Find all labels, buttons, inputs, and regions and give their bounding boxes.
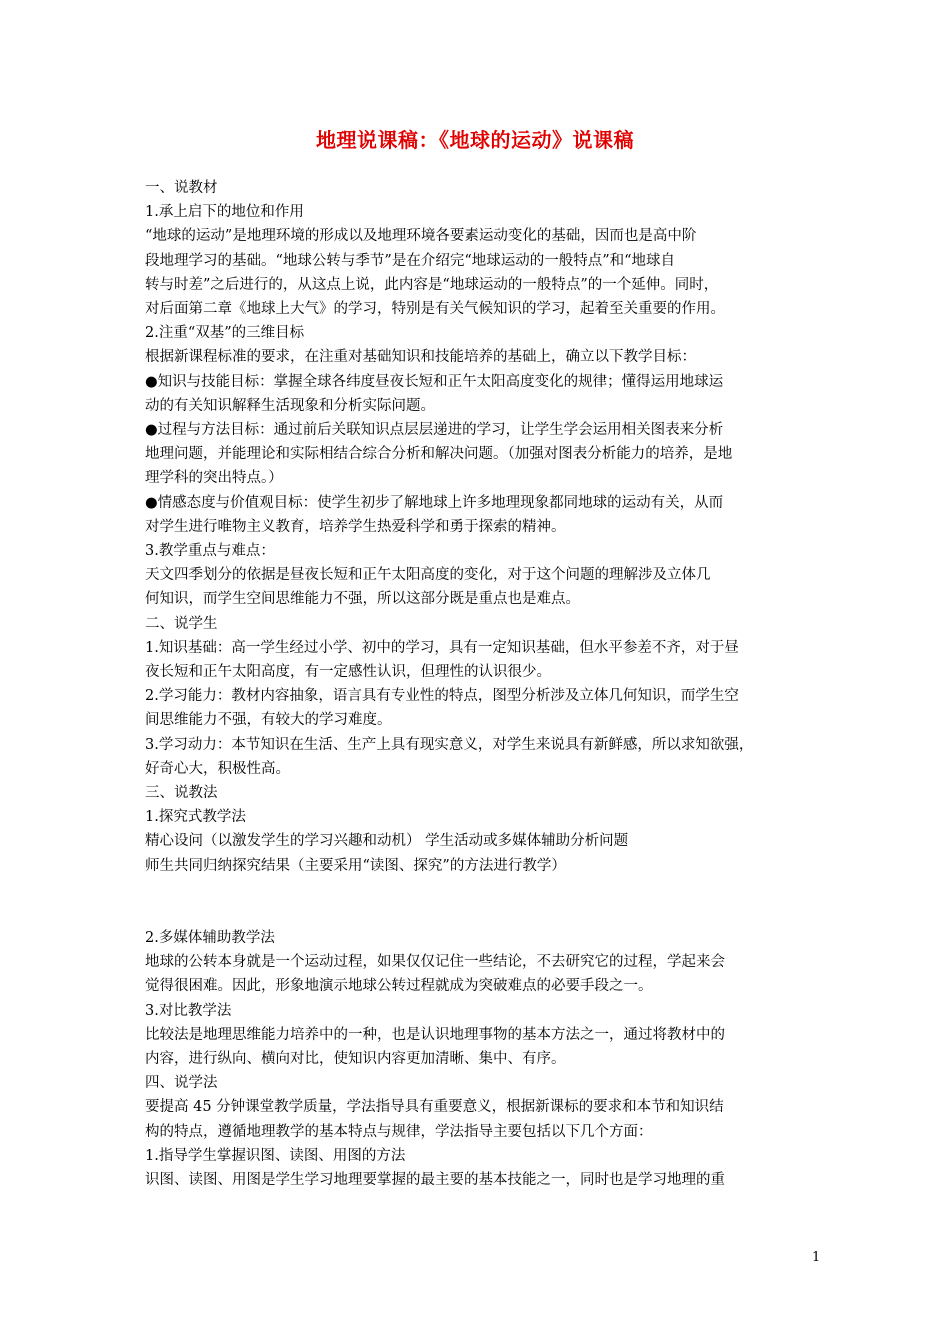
text-line: 构的特点，遵循地理教学的基本特点与规律，学法指导主要包括以下几个方面： [145, 1123, 653, 1140]
text-line: 三、说教法 [145, 785, 218, 802]
text-line: 1.探究式教学法 [145, 809, 246, 826]
text-block-1 [145, 176, 817, 878]
text-line: 根据新课程标准的要求，在注重对基础知识和技能培养的基础上，确立以下教学目标： [145, 349, 696, 366]
text-line: 1.承上启下的地位和作用 [145, 204, 304, 221]
text-line: 要提高 45 分钟课堂教学质量，学法指导具有重要意义，根据新课标的要求和本节和知识结 [145, 1099, 724, 1116]
text-line: 精心设问（以激发学生的学习兴趣和动机） 学生活动或多媒体辅助分析问题 [145, 833, 629, 850]
text-line: “地球的运动”是地理环境的形成以及地理环境各要素运动变化的基础，因而也是高中阶 [145, 228, 697, 245]
text-line: 好奇心大，积极性高。 [145, 760, 290, 777]
text-line: 觉得很困难。因此，形象地演示地球公转过程就成为突破难点的必要手段之一。 [145, 978, 653, 995]
text-line: 四、说学法 [145, 1075, 218, 1092]
page-number: 1 [812, 1250, 821, 1265]
document-body [145, 176, 817, 1192]
text-line: 内容，进行纵向、横向对比，使知识内容更加清晰、集中、有序。 [145, 1050, 566, 1067]
text-line: 何知识，而学生空间思维能力不强，所以这部分既是重点也是难点。 [145, 591, 580, 608]
text-line: 识图、读图、用图是学生学习地理要掌握的最主要的基本技能之一，同时也是学习地理的重 [145, 1171, 725, 1188]
text-line: 师生共同归纳探究结果（主要采用“读图、探究”的方法进行教学） [145, 857, 566, 874]
text-line: 2.多媒体辅助教学法 [145, 929, 275, 946]
text-line: 2.学习能力：教材内容抽象，语言具有专业性的特点，图型分析涉及立体几何知识，而学生空 [145, 688, 739, 705]
document-title: 地理说课稿：《地球的运动》说课稿 [316, 128, 634, 152]
text-line: 3.对比教学法 [145, 1002, 232, 1019]
text-line: 天文四季划分的依据是昼夜长短和正午太阳高度的变化，对于这个问题的理解涉及立体几 [145, 567, 711, 584]
text-line: 动的有关知识解释生活现象和分析实际问题。 [145, 397, 435, 414]
text-line: 间思维能力不强，有较大的学习难度。 [145, 712, 392, 729]
text-line: 3.学习动力：本节知识在生活、生产上具有现实意义，对学生来说具有新鲜感，所以求知欲强， [145, 736, 754, 753]
text-line: 比较法是地理思维能力培养中的一种，也是认识地理事物的基本方法之一，通过将教材中的 [145, 1026, 725, 1043]
text-line: 转与时差”之后进行的，从这点上说，此内容是“地球运动的一般特点”的一个延伸。同时， [145, 276, 719, 293]
text-line: 1.知识基础：高一学生经过小学、初中的学习，具有一定知识基础，但水平参差不齐，对于昼 [145, 639, 739, 656]
text-block-2 [145, 926, 817, 1192]
text-line: 理学科的突出特点。） [145, 470, 283, 487]
text-line: 地理问题，并能理论和实际相结合综合分析和解决问题。（加强对图表分析能力的培养，是地 [145, 446, 733, 463]
text-line: 段地理学习的基础。“地球公转与季节”是在介绍完“地球运动的一般特点”和“地球自 [145, 252, 676, 269]
text-line: ●情感态度与价值观目标：使学生初步了解地球上许多地理现象都同地球的运动有关，从而 [145, 494, 724, 511]
paragraph-gap [145, 878, 817, 926]
text-line: 1.指导学生掌握识图、读图、用图的方法 [145, 1147, 406, 1164]
text-line: ●知识与技能目标：掌握全球各纬度昼夜长短和正午太阳高度变化的规律；懂得运用地球运 [145, 373, 724, 390]
text-line: 一、说教材 [145, 180, 218, 196]
text-line: ●过程与方法目标：通过前后关联知识点层层递进的学习，让学生学会运用相关图表来分析 [145, 422, 724, 439]
text-line: 地球的公转本身就是一个运动过程，如果仅仅记住一些结论，不去研究它的过程，学起来会 [145, 954, 725, 971]
text-line: 3.教学重点与难点： [145, 543, 275, 560]
text-line: 2.注重“双基”的三维目标 [145, 325, 305, 342]
text-line: 夜长短和正午太阳高度，有一定感性认识，但理性的认识很少。 [145, 664, 551, 681]
text-line: 对后面第二章《地球上大气》的学习，特别是有关气候知识的学习，起着至关重要的作用。 [145, 301, 725, 318]
text-line: 二、说学生 [145, 615, 218, 632]
text-line: 对学生进行唯物主义教育，培养学生热爱科学和勇于探索的精神。 [145, 518, 566, 535]
